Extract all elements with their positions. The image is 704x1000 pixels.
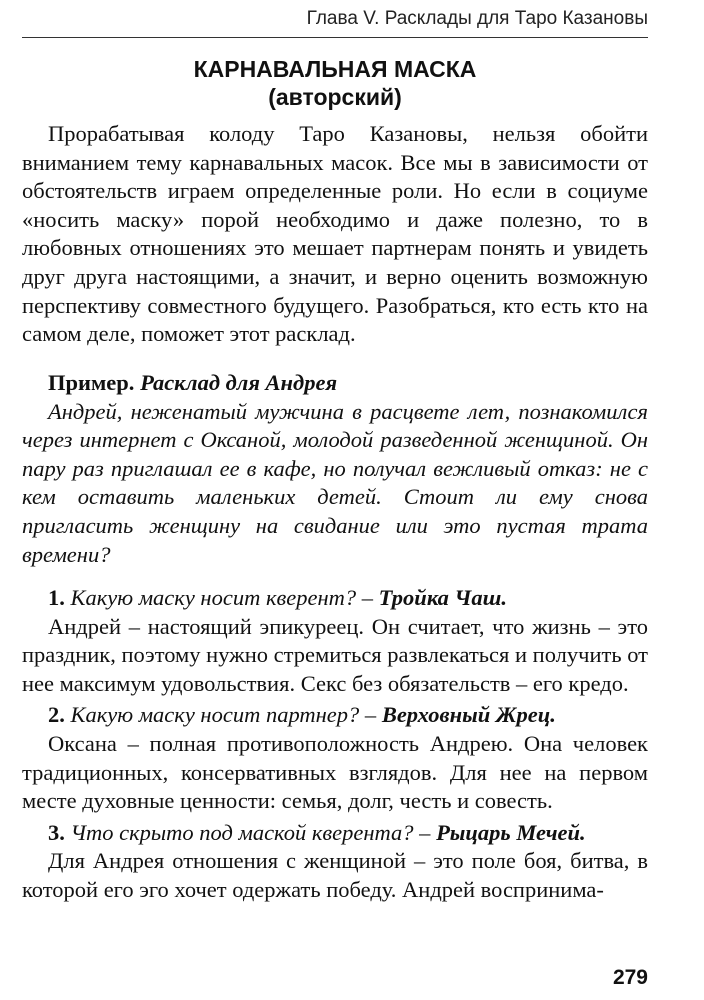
section-title	[22, 55, 648, 111]
position-question	[22, 701, 648, 730]
position-card: Рыцарь Мечей.	[436, 819, 586, 845]
position-number: 2.	[48, 702, 65, 728]
position-question	[22, 584, 648, 613]
example-story: Андрей, неженатый мужчина в расцвете лет, познакомился через интернет с Оксаной, молодой разведенной женщиной. Он пару раз приглашал ее в кафе, но получал вежливый отказ: не с кем оставить маленьких детей. Стоит ли ему снова пригласить женщину на свидание или это пустая трата времени?	[22, 398, 648, 567]
running-head: Глава V. Расклады для Таро Казановы	[306, 8, 648, 29]
section-title-main: КАРНАВАЛЬНАЯ МАСКА	[193, 56, 477, 82]
position-question-text: Какую маску носит партнер? –	[70, 702, 377, 728]
position-number: 1.	[48, 585, 65, 610]
intro-paragraph: Прорабатывая колоду Таро Казановы, нельзя обойти вниманием тему карнавальных масок. Все мы в зависимости от обстоятельств играем определенные роли. Но если в социуме «носить маску» порой необходимо и даже полезно, то в любовных отношениях это мешает партнерам понять и увидеть друг друга настоящими, а значит, и верно оценить возможную перспективу совместного будущего. Разобраться, кто есть кто на самом деле, поможет этот расклад.	[22, 121, 648, 347]
position-question	[22, 819, 648, 848]
example-subtitle: Расклад для Андрея	[140, 370, 338, 395]
position-number: 3.	[48, 819, 65, 845]
section-title-subtitle: (авторский)	[268, 84, 402, 110]
example-block	[22, 369, 648, 569]
position-card: Тройка Чаш.	[378, 585, 507, 610]
intro-block	[22, 120, 648, 349]
position-question-text: Что скрыто под маской кверента? –	[70, 819, 431, 845]
header-rule	[22, 37, 648, 38]
example-heading	[22, 369, 648, 398]
positions-block	[22, 584, 648, 908]
position-card: Верховный Жрец.	[381, 702, 556, 728]
position-question-text: Какую маску носит кверент? –	[70, 585, 373, 610]
position-answer: Для Андрея отношения с женщиной – это поле боя, битва, в которой его эго хочет одержать победу. Андрей воспринима-	[22, 848, 648, 902]
position-answer: Андрей – настоящий эпикуреец. Он считает, что жизнь – это праздник, поэтому нужно стремиться развлекаться и получить от нее максимум удовольствия. Секс без обязательств – его кредо.	[22, 613, 649, 696]
page-number: 279	[612, 966, 648, 989]
example-label: Пример.	[48, 370, 135, 395]
position-answer: Оксана – полная противоположность Андрею. Она человек традиционных, консервативных взглядов. Для нее на первом месте духовные ценности: семья, долг, честь и совесть.	[22, 730, 648, 814]
